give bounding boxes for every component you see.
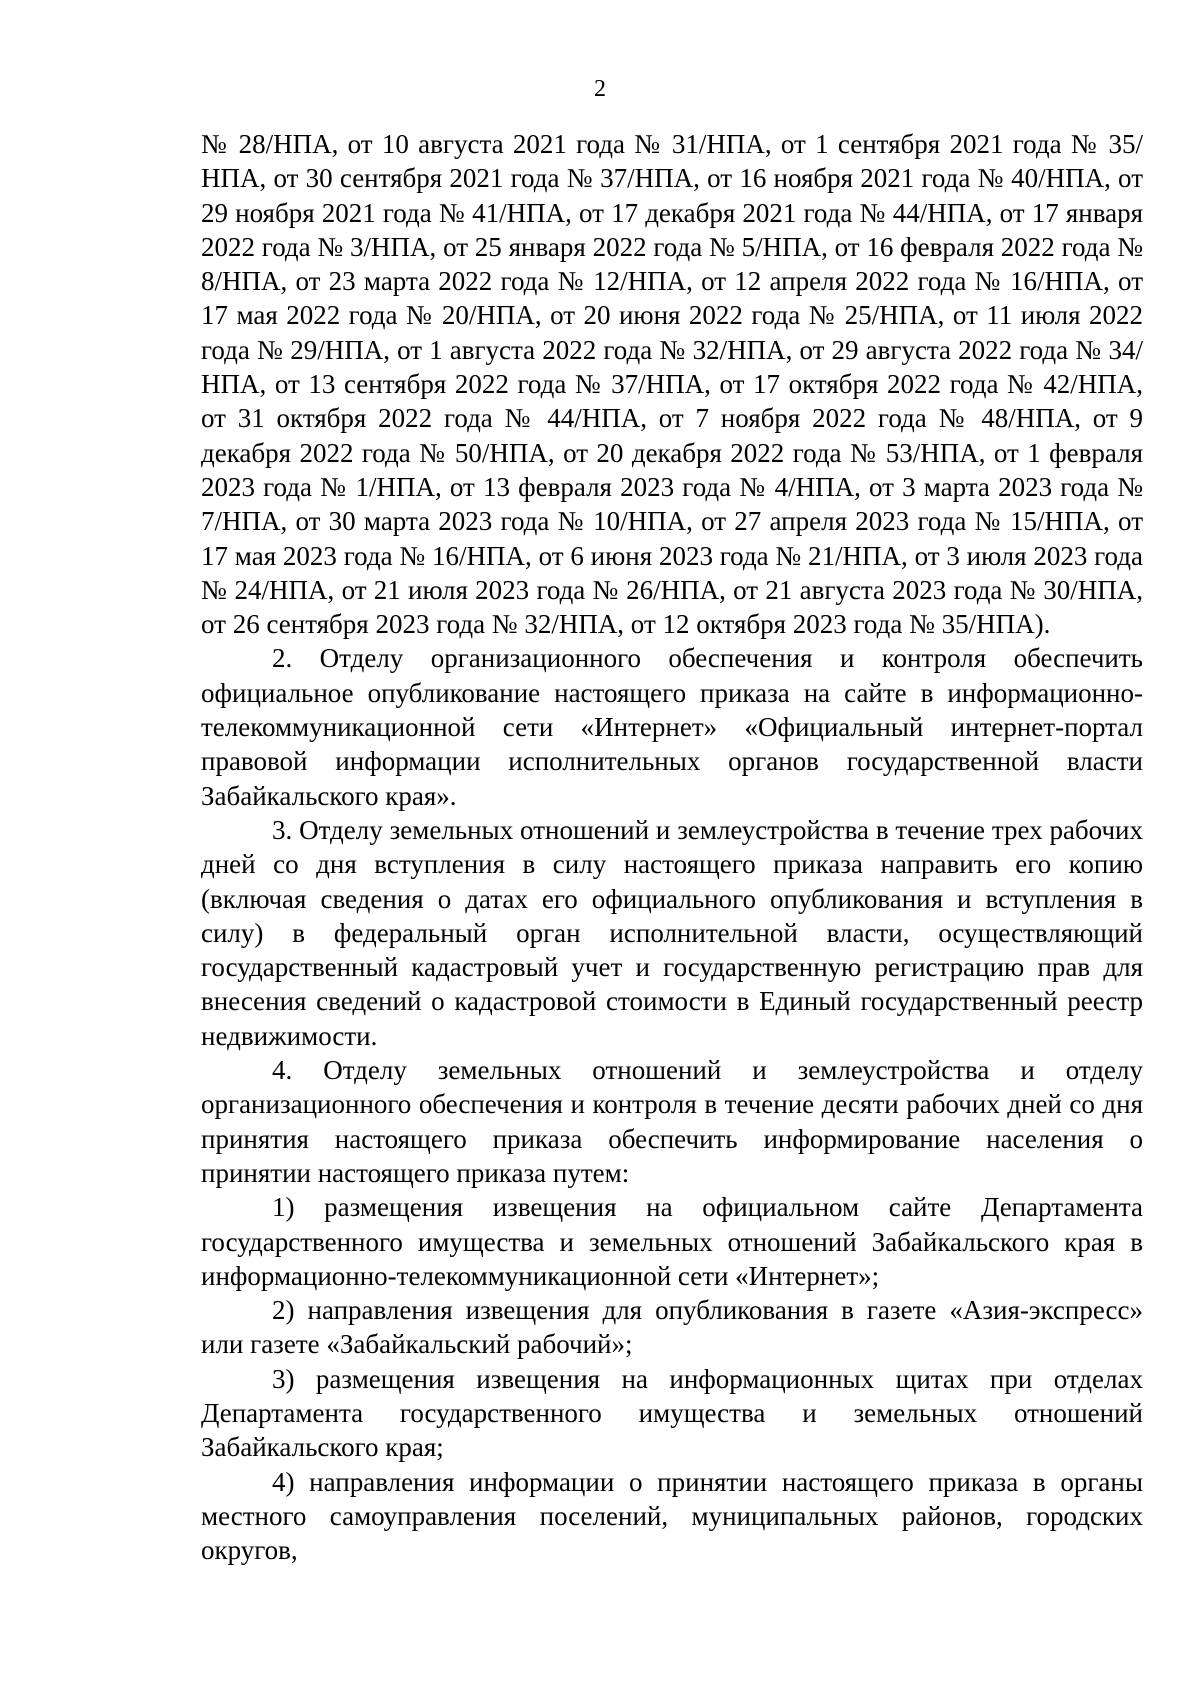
subitem-4: 4) направления информации о принятии настоящего приказа в органы местного самоуправления поселений, муниципальных районов, городских округов, <box>201 1466 1143 1566</box>
paragraph-order-list-continuation: № 28/НПА, от 10 августа 2021 года № 31/НПА, от 1 сентября 2021 года № 35/НПА, от 30 сентября 2021 года № 37/НПА, от 16 ноября 2021 года № 40/НПА, от 29 ноября 2021 года № 41/НПА, от 17 декабря 2021 года № 44/НПА, от 17 января 2022 года № 3/НПА, от 25 января 2022 года № 5/НПА, от 16 февраля 2022 года № 8/НПА, от 23 марта 2022 года № 12/НПА, от 12 апреля 2022 года № 16/НПА, от 17 мая 2022 года № 20/НПА, от 20 июня 2022 года № 25/НПА, от 11 июля 2022 года № 29/НПА, от 1 августа 2022 года № 32/НПА, от 29 августа 2022 года № 34/НПА, от 13 сентября 2022 года № 37/НПА, от 17 октября 2022 года № 42/НПА, от 31 октября 2022 года № 44/НПА, от 7 ноября 2022 года № 48/НПА, от 9 декабря 2022 года № 50/НПА, от 20 декабря 2022 года № 53/НПА, от 1 февраля 2023 года № 1/НПА, от 13 февраля 2023 года № 4/НПА, от 3 марта 2023 года № 7/НПА, от 30 марта 2023 года № 10/НПА, от 27 апреля 2023 года № 15/НПА, от 17 мая 2023 года № 16/НПА, от 6 июня 2023 года № 21/НПА, от 3 июля 2023 года № 24/НПА, от 21 июля 2023 года № 26/НПА, от 21 августа 2023 года № 30/НПА, от 26 сентября 2023 года № 32/НПА, от 12 октября 2023 года № 35/НПА). <box>201 129 1143 640</box>
paragraph-item-3: 3. Отделу земельных отношений и землеустройства в течение трех рабочих дней со дня вступления в силу настоящего приказа направить его копию (включая сведения о датах его официального опубликования и вступления в силу) в федеральный орган исполнительной власти, осуществляющий государственный кадастровый учет и государственную регистрацию прав для внесения сведений о кадастровой стоимости в Единый государственный реестр недвижимости. <box>201 814 1143 1051</box>
page-number: 2 <box>594 76 606 102</box>
subitem-3: 3) размещения извещения на информационных щитах при отделах Департамента государственного имущества и земельных отношений Забайкальского края; <box>201 1363 1143 1463</box>
document-body <box>201 127 1143 1567</box>
subitem-1: 1) размещения извещения на официальном сайте Департамента государственного имущества и земельных отношений Забайкальского края в информационно-телекоммуникационной сети «Интернет»; <box>201 1192 1143 1291</box>
paragraph-item-4: 4. Отделу земельных отношений и землеустройства и отделу организационного обеспечения и контроля в течение десяти рабочих дней со дня принятия настоящего приказа обеспечить информирование населения о принятии настоящего приказа путем: <box>201 1055 1143 1188</box>
paragraph-item-2: 2. Отделу организационного обеспечения и контроля обеспечить официальное опубликование настоящего приказа на сайте в информационно-телекоммуникационной сети «Интернет» «Официальный интернет-портал правовой информации исполнительных органов государственной власти Забайкальского края». <box>201 643 1143 811</box>
subitem-2: 2) направления извещения для опубликования в газете «Азия-экспресс» или газете «Забайкальский рабочий»; <box>201 1295 1143 1360</box>
